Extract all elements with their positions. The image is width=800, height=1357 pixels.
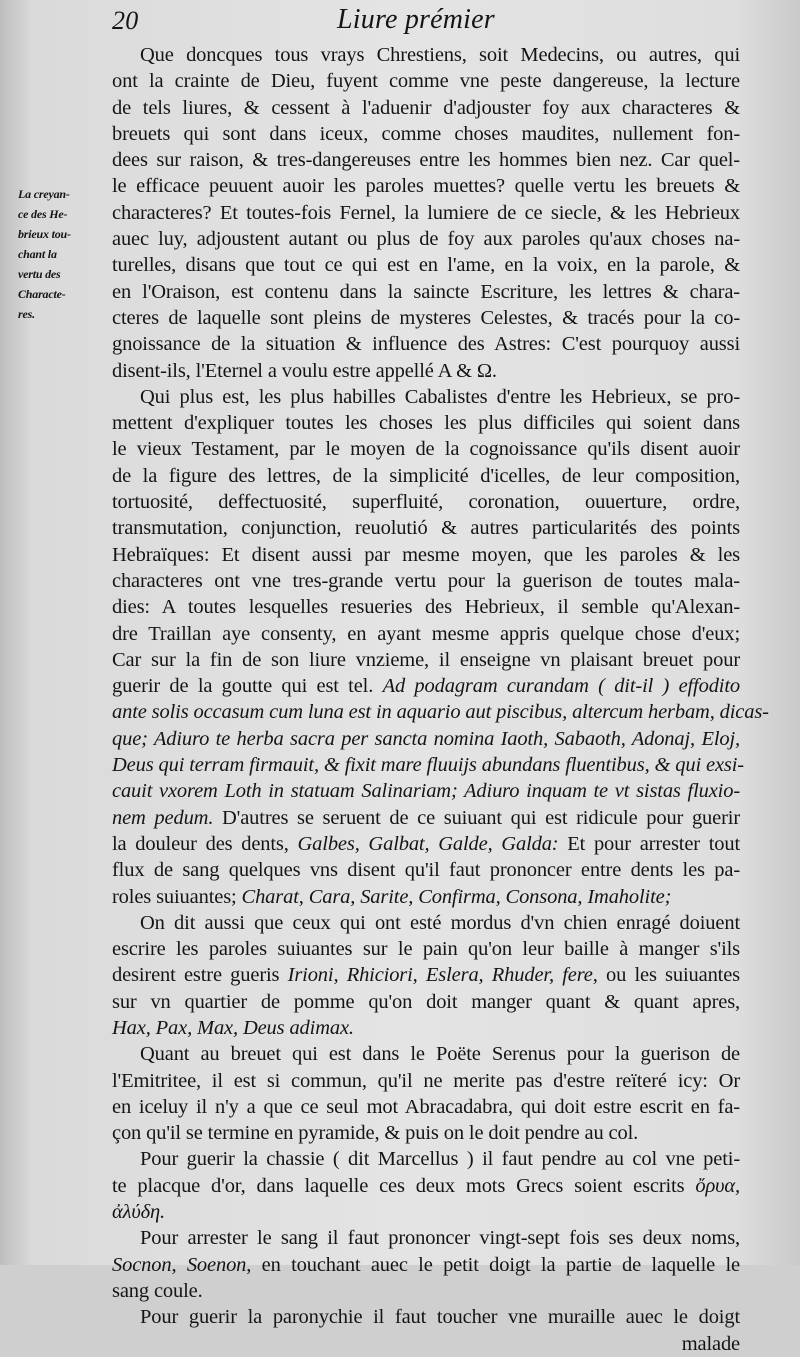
text-line: [112, 1120, 740, 1146]
text-line: [112, 989, 740, 1015]
text-line: [112, 910, 740, 936]
text-run: Pour guerir la chassie ( dit Marcellus ) il faut pendre au col vne peti-: [140, 1148, 740, 1171]
text-line: [112, 173, 740, 199]
margin-note-line: La creyan-: [18, 187, 70, 201]
italic-text: Galbes, Galbat, Galde, Galda:: [297, 832, 559, 855]
margin-note: [18, 184, 100, 324]
italic-text: Irioni, Rhiciori, Eslera, Rhuder, fere: [287, 964, 593, 987]
text-run: roles suiuantes;: [112, 885, 242, 908]
text-run: Pour arrester le sang il faut prononcer vingt-sept fois ses deux noms,: [140, 1227, 740, 1250]
text-line: [112, 1146, 740, 1172]
paragraph: [112, 1146, 740, 1225]
text-run: Et pour arrester tout: [558, 832, 741, 855]
page-number: 20: [112, 6, 139, 35]
italic-text: ante solis occasum cum luna est in aquario aut piscibus, altercum herbam, dicas-: [112, 701, 769, 724]
margin-note-line: ce des He-: [18, 207, 68, 221]
body-text: [112, 42, 769, 1355]
text-run: characteres ont vne tres-grande vertu pour la guerison de toutes mala-: [112, 569, 740, 592]
text-run: cteres de laquelle sont pleins de mysteres Celestes, & tracés pour la co-: [112, 306, 740, 329]
text-line: [112, 778, 740, 804]
text-line: [112, 962, 740, 988]
text-line: [112, 831, 740, 857]
text-line: [112, 752, 744, 778]
text-run: sur vn quartier de pomme qu'on doit manger quant & quant apres,: [112, 990, 740, 1013]
text-line: [112, 805, 740, 831]
text-run: l'Emitritee, il est si commun, qu'il ne merite pas d'estre reïteré icy: Or: [112, 1069, 740, 1092]
text-run: dees sur raison, & tres-dangereuses entre les hommes bien nez. Car quel-: [112, 149, 740, 172]
paragraph: [112, 1304, 740, 1357]
text-line: [112, 594, 740, 620]
text-run: guerir de la goutte qui est tel.: [112, 675, 383, 698]
italic-text: Deus qui terram firmauit, & fixit mare fluuijs abundans fluentibus, & qui exsi-: [112, 754, 744, 777]
page-header: [0, 4, 800, 38]
text-line: [112, 1304, 740, 1330]
text-run: auec luy, adjoustent autant ou plus de foy aux paroles qu'aux choses na-: [112, 228, 740, 251]
text-line: [112, 1041, 740, 1067]
text-line: [112, 673, 740, 699]
paragraph: [112, 910, 740, 1041]
italic-text: cauit vxorem Loth in statuam Salinariam; Adiuro inquam te vt sistas fluxio-: [112, 780, 740, 803]
text-line: [112, 1068, 740, 1094]
text-line: [112, 568, 740, 594]
text-run: Qui plus est, les plus habilles Cabalistes d'entre les Hebrieux, se pro-: [140, 385, 740, 408]
text-line: [112, 410, 740, 436]
text-line: [112, 121, 740, 147]
text-line: [112, 1252, 740, 1278]
text-run: de la figure des lettres, de la simplicité d'icelles, de leur composition,: [112, 464, 740, 487]
italic-text: que; Adiuro te herba sacra per sancta nomina Iaoth, Sabaoth, Adonaj, Eloj,: [112, 727, 740, 750]
text-line: [112, 699, 769, 725]
margin-note-line: Characte-: [18, 287, 66, 301]
text-line: [112, 1225, 740, 1251]
text-line: [112, 1015, 740, 1041]
text-run: sang coule.: [112, 1279, 203, 1302]
text-line: [112, 621, 740, 647]
text-run: en iceluy il n'y a que ce seul mot Abracadabra, qui doit estre escrit en fa-: [112, 1095, 740, 1118]
text-line: [112, 68, 740, 94]
text-line: [112, 542, 740, 568]
paragraph: [112, 42, 740, 384]
italic-text: Hax, Pax, Max, Deus adimax.: [112, 1016, 354, 1039]
text-run: dre Traillan aye consenty, en ayant mesme appris quelque chose d'eux;: [112, 622, 740, 645]
text-run: flux de sang quelques vns disent qu'il faut prononcer entre dents les pa-: [112, 859, 740, 882]
margin-note-line: res.: [18, 307, 35, 321]
italic-text: Socnon, Soenon: [112, 1253, 247, 1276]
text-run: le efficace peuuent auoir les paroles muettes? quelle vertu les breuets &: [112, 175, 740, 198]
text-line: [112, 42, 740, 68]
text-run: transmutation, conjunction, reuolutió & autres particularités des points: [112, 517, 740, 540]
text-line: [112, 1331, 740, 1357]
text-run: ont la crainte de Dieu, fuyent comme vne peste dangereuse, la lecture: [112, 70, 740, 93]
text-run: Pour guerir la paronychie il faut toucher vne muraille auec le doigt: [140, 1306, 740, 1329]
text-run: desirent estre gueris: [112, 964, 288, 987]
text-line: [112, 1199, 740, 1225]
text-run: çon qu'il se termine en pyramide, & puis on le doit pendre au col.: [112, 1122, 639, 1145]
text-line: [112, 252, 740, 278]
italic-text: Ad podagram curandam ( dit-il ) effodito: [382, 675, 740, 698]
text-line: [112, 884, 740, 910]
text-run: escrire les paroles suiuantes sur le pain qu'on leur baille à manger s'ils: [112, 938, 740, 961]
text-line: [112, 226, 740, 252]
paragraph: [112, 384, 769, 910]
text-run: Quant au breuet qui est dans le Poëte Serenus pour la guerison de: [140, 1043, 740, 1066]
margin-note-line: chant la: [18, 247, 57, 261]
text-line: [112, 515, 740, 541]
text-run: te placque d'or, dans laquelle ces deux mots Grecs soient escrits: [112, 1174, 696, 1197]
text-line: [112, 95, 740, 121]
text-line: [112, 331, 740, 357]
text-line: [112, 358, 740, 384]
text-line: [112, 1094, 740, 1120]
text-line: [112, 200, 740, 226]
text-line: [112, 1173, 740, 1199]
text-run: Que doncques tous vrays Chrestiens, soit Medecins, ou autres, qui: [140, 44, 740, 66]
text-line: [112, 647, 740, 673]
text-run: en l'Oraison, est contenu dans la saincte Escriture, les lettres & chara-: [112, 280, 740, 303]
text-run: de tels liures, & cessent à l'aduenir d'adjouster foy aux characteres &: [112, 96, 740, 119]
italic-text: nem pedum.: [112, 806, 214, 829]
text-line: [112, 279, 740, 305]
margin-note-line: vertu des: [18, 267, 61, 281]
text-run: breuets qui sont dans iceux, comme choses maudites, nullement fon-: [112, 122, 740, 145]
italic-text: ἀλύδη.: [112, 1201, 165, 1224]
text-run: gnoissance de la situation & influence des Astres: C'est pourquoy aussi: [112, 333, 740, 356]
text-line: [112, 1278, 740, 1304]
text-line: [112, 726, 740, 752]
text-run: malade: [681, 1332, 740, 1355]
italic-text: Charat, Cara, Sarite, Confirma, Consona, Imaholite;: [241, 885, 672, 908]
text-run: turelles, disans que tout ce qui est en l'ame, en la voix, en la parole, &: [112, 254, 740, 277]
text-run: mettent d'expliquer toutes les choses les plus difficiles qui soient dans: [112, 412, 740, 435]
text-line: [112, 463, 740, 489]
text-run: disent-ils, l'Eternel a voulu estre appellé A & Ω.: [112, 359, 497, 382]
text-line: [112, 305, 740, 331]
text-run: , ou les suiuantes: [592, 964, 740, 987]
text-run: Hebraïques: Et disent aussi par mesme moyen, que les paroles & les: [112, 543, 740, 566]
running-title: Liure prémier: [337, 4, 495, 35]
text-run: Car sur la fin de son liure vnzieme, il enseigne vn plaisant breuet pour: [112, 648, 740, 671]
text-line: [112, 857, 740, 883]
italic-text: ὄρυα,: [695, 1174, 740, 1197]
text-run: D'autres se seruent de ce suiuant qui est ridicule pour guerir: [213, 806, 741, 829]
text-run: la douleur des dents,: [112, 832, 298, 855]
text-line: [112, 436, 740, 462]
text-line: [112, 384, 740, 410]
margin-note-line: brieux tou-: [18, 227, 71, 241]
text-run: , en touchant auec le petit doigt la partie de laquelle le: [246, 1253, 740, 1276]
paragraph: [112, 1041, 740, 1146]
text-run: le vieux Testament, par le moyen de la cognoissance qu'ils disent auoir: [112, 438, 740, 461]
text-run: On dit aussi que ceux qui ont esté mordus d'vn chien enragé doiuent: [140, 911, 740, 934]
text-run: dies: A toutes lesquelles resueries des Hebrieux, il semble qu'Alexan-: [112, 596, 740, 619]
text-line: [112, 489, 740, 515]
text-line: [112, 147, 740, 173]
paragraph: [112, 1225, 740, 1304]
text-run: characteres? Et toutes-fois Fernel, la lumiere de ce siecle, & les Hebrieux: [112, 201, 740, 224]
text-line: [112, 936, 740, 962]
text-run: tortuosité, deffectuosité, superfluité, coronation, ouuerture, ordre,: [112, 491, 740, 514]
